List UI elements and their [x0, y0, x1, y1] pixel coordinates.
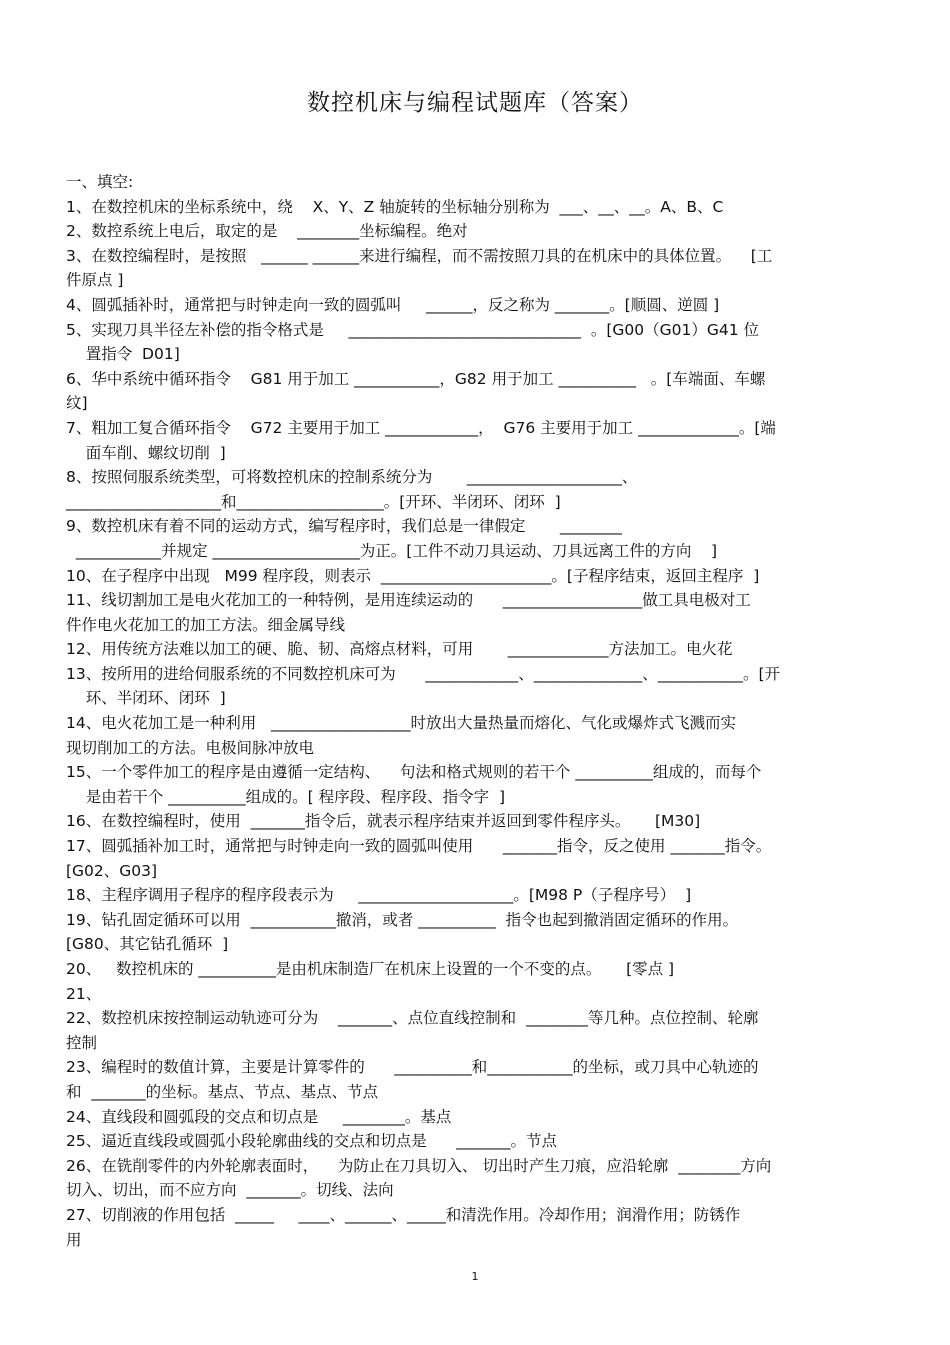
question-line: [G02、G03]	[66, 861, 158, 880]
question-line: 12、用传统方法难以加工的硬、脆、韧、高熔点材料，可用 _____________方法加工。电火花	[66, 640, 733, 659]
question-line: 用	[66, 1230, 82, 1249]
question-line: 9、数控机床有着不同的运动方式，编写程序时，我们总是一律假定 ________	[66, 517, 622, 536]
question-line: 置指令 D01]	[66, 345, 180, 364]
page-number: 1	[471, 1270, 479, 1283]
question-line: 25、逼近直线段或圆弧小段轮廓曲线的交点和切点是 _______。节点	[66, 1132, 558, 1151]
question-line: 23、编程时的数值计算，主要是计算零件的 __________和___________的坐标，或刀具中心轨迹的	[66, 1058, 759, 1077]
question-line: 4、圆弧插补时，通常把与时钟走向一致的圆弧叫 ______，反之称为 _______。[顺圆、逆圆 ]	[66, 295, 720, 314]
question-line: 6、华中系统中循环指令 G81 用于加工 ___________，G82 用于加工 __________ 。[车端面、车螺	[66, 369, 766, 388]
question-line: 7、粗加工复合循环指令 G72 主要用于加工 ____________， G76 主要用于加工 _____________。[端	[66, 418, 776, 437]
question-line: 18、主程序调用子程序的程序段表示为 ____________________。[M98 P（子程序号） ]	[66, 886, 692, 905]
question-line: 10、在子程序中出现 M99 程序段，则表示 ______________________。[子程序结束，返回主程序 ]	[66, 566, 760, 585]
question-line: 13、按所用的进给伺服系统的不同数控机床可为 ____________、______________、___________。[开	[66, 664, 781, 683]
document-title: 数控机床与编程试题库（答案）	[307, 90, 643, 116]
question-line: 环、半闭环、闭环 ]	[66, 689, 226, 708]
question-line: ____________________和___________________。[开环、半闭环、闭环 ]	[66, 492, 561, 511]
question-line: 21、	[66, 984, 102, 1003]
section-heading: 一、填空:	[66, 173, 134, 191]
question-line: 14、电火花加工是一种利用 __________________时放出大量热量而熔化、气化或爆炸式飞溅而实	[66, 714, 737, 733]
question-line: 3、在数控编程时，是按照 ______ ______来进行编程，而不需按照刀具的在机床中的具体位置。 [工	[66, 246, 773, 265]
question-line: 件原点 ]	[66, 271, 124, 290]
question-line: 24、直线段和圆弧段的交点和切点是 ________。基点	[66, 1107, 452, 1126]
question-line: 现切削加工的方法。电极间脉冲放电	[66, 738, 315, 757]
question-line: 19、钻孔固定循环可以用 ___________撤消，或者 __________ 指令也起到撤消固定循环的作用。	[66, 910, 739, 929]
question-line: 件作电火花加工的加工方法。细金属导线	[66, 615, 346, 634]
question-line: 16、在数控编程时，使用 _______指令后，就表示程序结束并返回到零件程序头。 [M30]	[66, 812, 701, 831]
question-line: 纹]	[66, 394, 88, 413]
question-line: 15、一个零件加工的程序是由遵循一定结构、 句法和格式规则的若干个 __________组成的，而每个	[66, 763, 762, 782]
question-line: 20、 数控机床的 __________是由机床制造厂在机床上设置的一个不变的点。 [零点 ]	[66, 960, 675, 978]
question-line: 2、数控系统上电后，取定的是 ________坐标编程。绝对	[66, 222, 468, 241]
question-line: 控制	[66, 1033, 98, 1052]
question-list	[66, 170, 884, 1252]
question-line: 8、按照伺服系统类型，可将数控机床的控制系统分为 ____________________、	[66, 468, 638, 487]
question-line: 和 _______的坐标。基点、节点、基点、节点	[66, 1082, 379, 1101]
question-line: 22、数控机床按控制运动轨迹可分为 _______、点位直线控制和 ________等几种。点位控制、轮廓	[66, 1009, 759, 1028]
question-line: ___________并规定 ___________________为正。[工件不动刀具运动、刀具远离工件的方向 ]	[66, 541, 718, 560]
question-line: 26、在铣削零件的内外轮廓表面时， 为防止在刀具切入、 切出时产生刀痕，应沿轮廓 ________方向	[66, 1156, 772, 1175]
question-line: [G80、其它钻孔循环 ]	[66, 935, 229, 954]
question-line: 1、在数控机床的坐标系统中，绕 X、Y、Z 轴旋转的坐标轴分别称为 ___、__、__。A、B、C	[66, 197, 724, 216]
question-line: 面车削、螺纹切削 ]	[66, 443, 226, 462]
question-line: 17、圆弧插补加工时，通常把与时钟走向一致的圆弧叫使用 _______指令，反之使用 _______指令。	[66, 837, 772, 856]
question-line: 11、线切割加工是电火花加工的一种特例，是用连续运动的 __________________做工具电极对工	[66, 591, 751, 610]
question-line: 是由若干个 __________组成的。[ 程序段、程序段、指令字 ]	[66, 787, 506, 806]
question-line: 切入、切出，而不应方向 _______。切线、法向	[66, 1181, 394, 1200]
question-line: 5、实现刀具半径左补偿的指令格式是 ______________________________ 。[G00（G01）G41 位	[66, 320, 760, 339]
question-line: 27、切削液的作用包括 _____ ____、______、_____和清洗作用。冷却作用；润滑作用；防锈作	[66, 1205, 741, 1224]
